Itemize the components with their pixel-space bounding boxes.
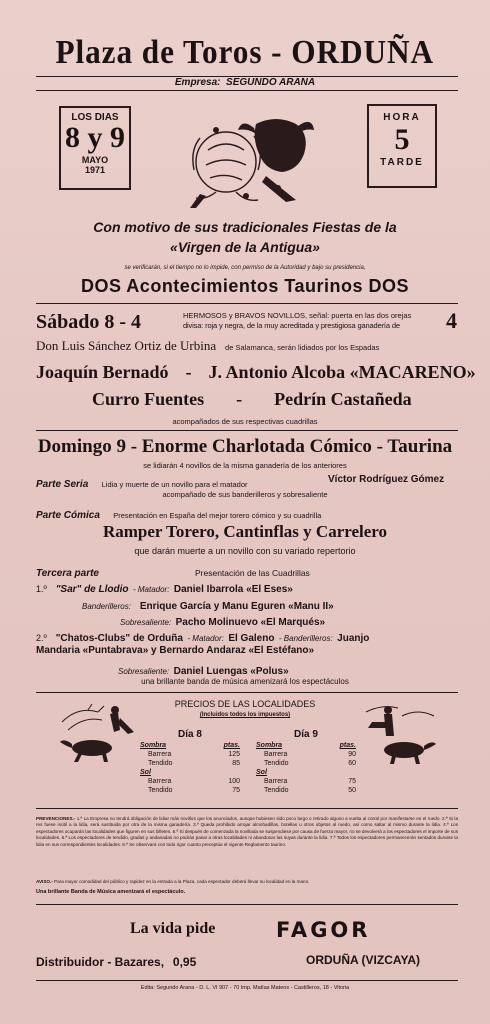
bull-emblem-illustration (186, 110, 316, 210)
date-box (59, 106, 131, 190)
fighters-row2 (92, 389, 412, 410)
hour-label: HORA (383, 112, 421, 123)
c1-name: "Sar" de Llodio (55, 584, 129, 595)
dates-label: LOS DIAS (71, 112, 119, 123)
ptas-label: ptas. (339, 742, 356, 749)
banda-line: Una brillante Banda de Música amenizará el espectáculo. (36, 889, 186, 895)
seria-text: Lidia y muerte de un novillo para el matador (101, 480, 248, 489)
price-row (140, 786, 240, 795)
sol-label: Sol (140, 769, 151, 776)
price-label: Tendido (148, 760, 173, 767)
prices-title: PRECIOS DE LAS LOCALIDADES (174, 699, 316, 709)
aviso-line (36, 879, 458, 885)
price-label: Barrera (264, 778, 288, 785)
bullfight-right-illustration (362, 702, 438, 766)
price-row (140, 750, 240, 759)
price-row (140, 777, 240, 786)
dates-days: 8 y 9 (65, 121, 125, 154)
intro-line3: se verificarán, si el tiempo no lo impide, con permiso de la Autoridad y bajo su presidencia, (124, 265, 366, 271)
price-row (256, 777, 356, 786)
distributor-line (36, 953, 196, 971)
hour-value: 5 (394, 123, 410, 156)
sol-label: Sol (256, 769, 267, 776)
saturday-day (36, 310, 141, 334)
intro-line1: Con motivo de sus tradicionales Fiestas de la (93, 219, 397, 235)
dates-month: MAYO (81, 155, 109, 165)
price-value: 90 (348, 751, 356, 758)
empresa-label: Empresa: (174, 77, 221, 88)
divider (36, 808, 458, 809)
comica-names: Ramper Torero, Cantinflas y Carrelero (102, 522, 388, 541)
saturday-day-text: Sábado 8 - (36, 311, 127, 333)
day9-label: Día 9 (294, 729, 318, 740)
aviso-text: Para mayor comodidad del público y rapidez en la entrada a la Plaza, cada espectador deberá llevar su localidad en la mano. (54, 879, 310, 884)
price-value: 75 (348, 778, 356, 785)
saturday-breeder-line (36, 337, 379, 355)
fighter3: Curro Fuentes (92, 389, 205, 409)
comica-text: Presentación en España del mejor torero cómico y su cuadrilla (113, 511, 322, 520)
hour-box (367, 104, 437, 188)
price-value: 85 (232, 760, 240, 767)
saturday-text2: divisa: roja y negra, de la muy acreditada y prestigiosa ganadería de (183, 321, 400, 330)
hour-period: TARDE (380, 157, 424, 168)
saturday-num: 4 (131, 311, 142, 333)
price-row (256, 786, 356, 795)
prevenciones-text: 1.ª La Empresa no tendrá obligación de lidiar más novillos que los anunciados, aunque hubiesen sido poco largo o retirado alguno a vuelta al corral por manifestarse en el ruedo. 2.ª Si la res fuese inútil a la lidia, será sustituida por otra de la misma ganadería. 3.ª Queda prohibido arrojar almohadillas, botellas u otros objetos al ruedo, así como saltar al mismo durante la lidia. 4.ª Los espectadores ocuparán las localidades que figuren en sus billetes. 5.ª Si después de comenzada la novillada se suspendiese por causa de fuerza mayor, no se devolverá a los espectadores el importe de sus localidades. 6.ª Los espectadores de tendido, gradas y andanadas no podrán pasar a otras localidades ni abandonar las suyas durante la lidia. 7.ª Todos los espectadores permanecerán sentados durante la lidia en sus correspondientes localidades. 8.ª Se observará con todo rigor cuanto preceptúa el vigente Reglamento taurino. (36, 816, 458, 847)
c2-band-label: - Banderilleros: (278, 634, 333, 643)
sunday-line1: se lidiarán 4 novillos de la misma ganadería de los anteriores (143, 461, 347, 470)
prevenciones-label: PREVENCIONES.- (36, 816, 76, 821)
c2-band2: Mandaria «Puntabrava» y Bernardo Andaraz «El Estéfano» (36, 645, 315, 656)
empresa-line (0, 77, 490, 89)
saturday-breeder: Don Luis Sánchez Ortiz de Urbina (36, 338, 217, 353)
c2-band1: Juanjo (337, 633, 370, 644)
fighter4: Pedrín Castañeda (274, 389, 412, 409)
divider (36, 303, 458, 304)
price-row (140, 759, 240, 768)
saturday-num2: 4 (446, 308, 457, 333)
price-label: Tendido (264, 760, 289, 767)
prices-day9 (256, 730, 356, 795)
headline: DOS Acontecimientos Taurinos DOS (80, 276, 410, 296)
price-value: 100 (228, 778, 240, 785)
c2-sobre-label: Sobresaliente: (118, 667, 170, 676)
divider (36, 904, 458, 905)
seria-name: Víctor Rodríguez Gómez (328, 474, 445, 485)
price-value: 50 (348, 787, 356, 794)
ad-line1: La vida pide (130, 920, 216, 937)
dates-year: 1971 (84, 165, 106, 175)
fighters-row1 (36, 362, 476, 383)
cuadrilla2-line (36, 628, 369, 646)
city: ORDUÑA (VIZCAYA) (306, 953, 421, 967)
comica-label: Parte Cómica (36, 510, 100, 521)
title-text: Plaza de Toros - ORDUÑA (55, 34, 435, 71)
divider (36, 980, 458, 981)
empresa-name: SEGUNDO ARANA (226, 77, 316, 88)
price-label: Barrera (148, 751, 172, 758)
sombra-label: Sombra (256, 742, 283, 749)
intro-line2: «Virgen de la Antigua» (170, 239, 320, 255)
seria-note: acompañado de sus banderilleros y sobresaliente (162, 490, 328, 499)
day8-label: Día 8 (178, 729, 202, 740)
imprint: Edita: Segundo Arana - D. L. VI 907 - 70 Imp. Matías Mateos - Castilleros, 18 - Vitoria (140, 985, 350, 991)
prices-subtitle: (Incluidos todos los impuestos) (199, 712, 291, 718)
tercera-label: Tercera parte (36, 568, 99, 579)
divider (36, 430, 458, 431)
price-row (256, 759, 356, 768)
distributor-label: Distribuidor - Bazares, (36, 955, 165, 969)
sunday-day: Domingo 9 - Enorme Charlotada Cómico - Taurina (37, 436, 453, 457)
saturday-note: acompañados de sus respectivas cuadrillas (172, 417, 318, 426)
c1-mat: Daniel Ibarrola «El Eses» (173, 584, 293, 595)
c1-band: Enrique García y Manu Eguren «Manu II» (139, 601, 334, 612)
price-value: 60 (348, 760, 356, 767)
sombra-label: Sombra (140, 742, 167, 749)
prevenciones-block (36, 816, 458, 878)
dash1: - (185, 362, 192, 382)
c1-sobre-label: Sobresaliente: (120, 618, 172, 627)
seria-label: Parte Seria (36, 479, 89, 490)
c1-band-label: Banderilleros: (82, 602, 131, 611)
saturday-breeder-rest: de Salamanca, serán lidiados por los Espadas (225, 343, 380, 352)
c2-sobre: Daniel Luengas «Polus» (173, 666, 289, 677)
c1-num: 1.º (36, 584, 47, 594)
fighter2: J. Antonio Alcoba «MACARENO» (208, 362, 476, 382)
brand-fagor: FAGOR (276, 918, 371, 942)
price-row (256, 750, 356, 759)
price: 0,95 (172, 955, 197, 969)
saturday-text1: HERMOSOS y BRAVOS NOVILLOS, señal: puerta en las dos orejas (183, 311, 412, 320)
price-value: 125 (228, 751, 240, 758)
c2-mat: El Galeno (228, 633, 275, 644)
aviso-label: AVISO.- (36, 879, 53, 884)
bullfight-left-illustration (58, 702, 136, 764)
price-label: Barrera (148, 778, 172, 785)
price-label: Barrera (264, 751, 288, 758)
c2-name: "Chatos-Clubs" de Orduña (55, 633, 183, 644)
c1-sobre: Pacho Molinuevo «El Marqués» (175, 617, 326, 628)
price-value: 75 (232, 787, 240, 794)
comica-note: que darán muerte a un novillo con su variado repertorio (134, 546, 356, 556)
c1-mat-label: - Matador: (132, 585, 170, 594)
ptas-label: ptas. (223, 742, 240, 749)
c2-mat-label: - Matador: (187, 634, 224, 643)
fighter1: Joaquín Bernadó (36, 362, 169, 382)
cuadrilla1-line (36, 579, 293, 597)
c2-num: 2.º (36, 633, 47, 643)
dash2: - (236, 389, 243, 409)
band-note: una brillante banda de música amenizará los espectáculos (141, 677, 349, 686)
divider (36, 90, 458, 91)
tercera-text: Presentación de las Cuadrillas (195, 568, 310, 578)
page-title (0, 34, 490, 72)
price-label: Tendido (148, 787, 173, 794)
price-label: Tendido (264, 787, 289, 794)
prices-day8 (140, 730, 240, 795)
divider (36, 692, 458, 693)
